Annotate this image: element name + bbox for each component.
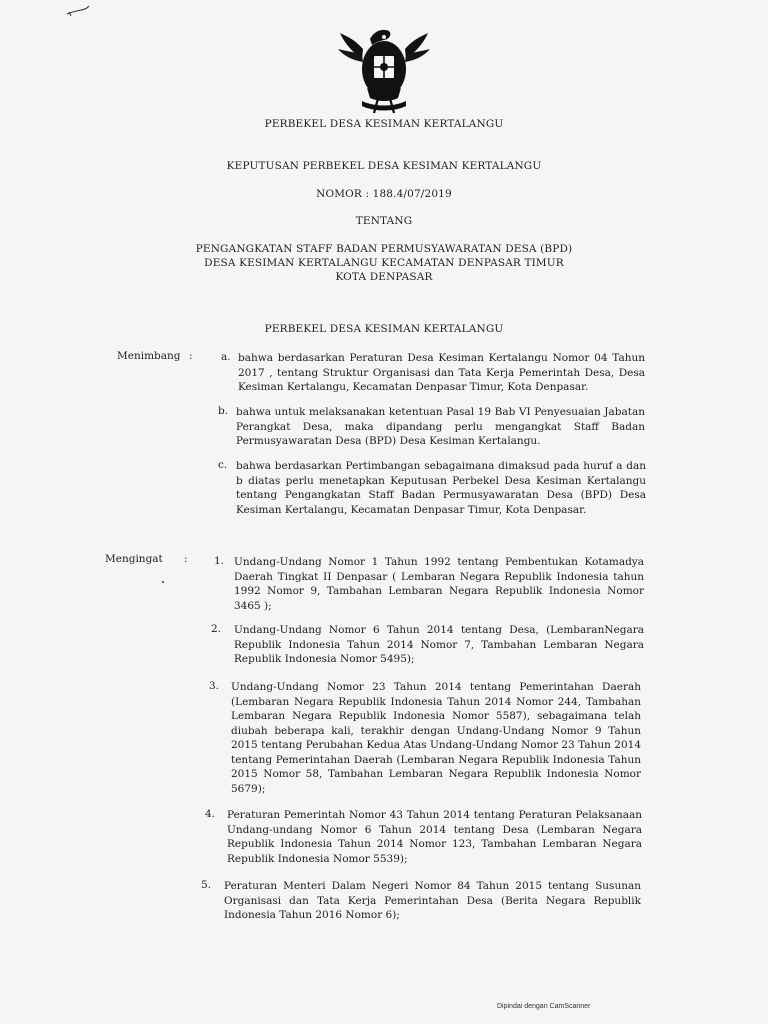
decree-title: KEPUTUSAN PERBEKEL DESA KESIMAN KERTALANGU xyxy=(226,160,542,172)
menimbang-c-marker: c. xyxy=(218,459,228,471)
scan-mark-icon xyxy=(66,4,90,18)
mengingat-4-text: Peraturan Pemerintah Nomor 43 Tahun 2014 tentang Peraturan Pelaksanaan Undang-undang Nomor 6 Tahun 2014 tentang Desa (Lembaran Negara Republik Indonesia Tahun 2014 Nomor 123, Tambahan Lembaran Negara Republik Indonesia Nomor 5539); xyxy=(227,809,642,865)
menimbang-b-marker: b. xyxy=(218,405,229,417)
mengingat-colon: : xyxy=(184,553,188,565)
mengingat-3-marker: 3. xyxy=(209,680,220,692)
issuer-heading: PERBEKEL DESA KESIMAN KERTALANGU xyxy=(264,323,504,335)
mengingat-1-marker: 1. xyxy=(214,555,225,567)
mengingat-5-marker: 5. xyxy=(201,879,212,891)
mengingat-2-marker: 2. xyxy=(211,623,222,635)
menimbang-b-text: bahwa untuk melaksanakan ketentuan Pasal 19 Bab VI Penyesuaian Jabatan Perangkat Desa, maka dipandang perlu mengangkat Staff Badan Permusyawaratan Desa (BPD) Desa Kesiman Kertalangu. xyxy=(236,406,645,447)
mengingat-5-text: Peraturan Menteri Dalam Negeri Nomor 84 Tahun 2015 tentang Susunan Organisasi dan Tata Kerja Pemerintahan Desa (Berita Negara Republik Indonesia Tahun 2016 Nomor 6); xyxy=(224,880,641,921)
mengingat-4-marker: 4. xyxy=(205,808,216,820)
document-heading: PERBEKEL DESA KESIMAN KERTALANGU xyxy=(264,118,504,130)
camscanner-footer-text: Dipindai dengan CamScanner xyxy=(497,1003,591,1010)
garuda-pancasila-emblem xyxy=(334,25,434,117)
menimbang-c-text: bahwa berdasarkan Pertimbangan sebagaimana dimaksud pada huruf a dan b diatas perlu menetapkan Keputusan Perbekel Desa Kesiman Kertalangu tentang Pengangkatan Staff Badan Permusyawaratan Desa (BPD) Desa Kesiman Kertalangu, Kecamatan Denpasar Timur, Kota Denpasar. xyxy=(236,460,646,516)
menimbang-a-text: bahwa berdasarkan Peraturan Desa Kesiman Kertalangu Nomor 04 Tahun 2017 , tentang Struktur Organisasi dan Tata Kerja Pemerintah Desa, Desa Kesiman Kertalangu, Kecamatan Denpasar Timur, Kota Denpasar. xyxy=(238,352,645,393)
mengingat-label: Mengingat xyxy=(105,553,163,565)
about-heading: TENTANG xyxy=(355,215,413,227)
subject-line-2: DESA KESIMAN KERTALANGU KECAMATAN DENPASAR TIMUR xyxy=(204,257,564,269)
menimbang-label: Menimbang xyxy=(117,350,181,362)
subject-line-1: PENGANGKATAN STAFF BADAN PERMUSYAWARATAN DESA (BPD) xyxy=(195,243,573,255)
menimbang-colon: : xyxy=(189,350,193,362)
subject-line-3: KOTA DENPASAR xyxy=(335,271,433,283)
menimbang-a-marker: a. xyxy=(221,351,231,363)
mengingat-2-text: Undang-Undang Nomor 6 Tahun 2014 tentang Desa, (LembaranNegara Republik Indonesia Tahun 2014 Nomor 7, Tambahan Lembaran Negara Republik Indonesia Nomor 5495); xyxy=(234,624,644,665)
decree-number: NOMOR : 188.4/07/2019 xyxy=(316,188,452,200)
mengingat-1-text: Undang-Undang Nomor 1 Tahun 1992 tentang Pembentukan Kotamadya Daerah Tingkat II Denpasar ( Lembaran Negara Republik Indonesia tahun 1992 Nomor 9, Tambahan Lembaran Negara Republik Indonesia Nomor 3465 ); xyxy=(234,556,644,612)
scan-dot-mark xyxy=(162,581,164,583)
mengingat-3-text: Undang-Undang Nomor 23 Tahun 2014 tentang Pemerintahan Daerah (Lembaran Negara Republik Indonesia Tahun 2014 Nomor 244, Tambahan Lembaran Negara Republik Indonesia Nomor 5587), sebagaimana telah diubah beberapa kali, terakhir dengan Undang-Undang Nomor 9 Tahun 2015 tentang Perubahan Kedua Atas Undang-Undang Nomor 23 Tahun 2014 tentang Pemerintahan Daerah (Lembaran Negara Republik Indonesia Tahun 2015 Nomor 58, Tambahan Lembaran Negara Republik Indonesia Nomor 5679); xyxy=(231,681,641,795)
